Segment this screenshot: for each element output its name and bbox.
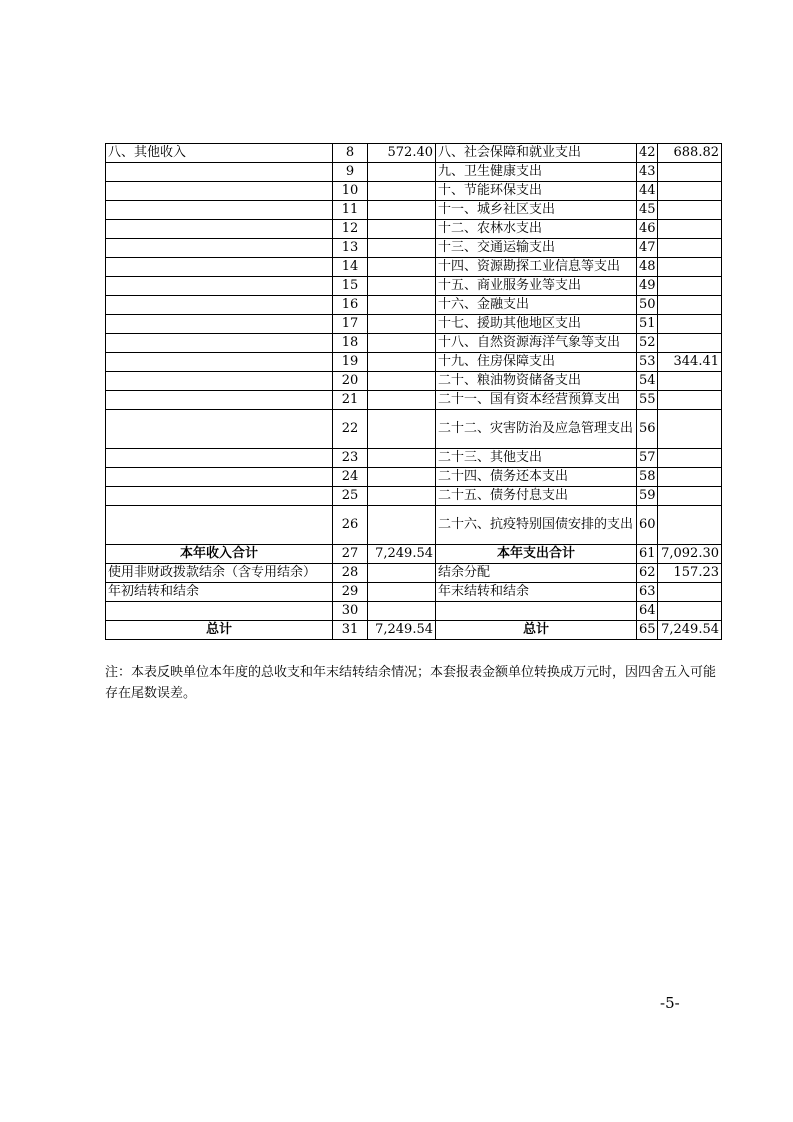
income-amount-cell: 572.40 [368, 144, 436, 163]
table-row [106, 144, 722, 163]
income-amount-cell [368, 391, 436, 410]
income-item-cell [106, 277, 333, 296]
income-amount-cell [368, 163, 436, 182]
income-amount-cell [368, 468, 436, 487]
income-item-cell [106, 468, 333, 487]
expenditure-item-cell: 八、社会保障和就业支出 [436, 144, 637, 163]
table-row [106, 545, 722, 564]
income-line-no-cell: 19 [333, 353, 368, 372]
income-item-cell [106, 506, 333, 545]
income-amount-cell [368, 277, 436, 296]
income-line-no-cell: 26 [333, 506, 368, 545]
income-line-no-cell: 16 [333, 296, 368, 315]
table-row [106, 201, 722, 220]
table-row [106, 163, 722, 182]
income-item-cell [106, 201, 333, 220]
income-line-no-cell: 12 [333, 220, 368, 239]
income-line-no-cell: 20 [333, 372, 368, 391]
expenditure-amount-cell [658, 602, 722, 621]
income-line-no-cell: 17 [333, 315, 368, 334]
expenditure-line-no-cell: 50 [637, 296, 658, 315]
income-amount-cell [368, 315, 436, 334]
income-line-no-cell: 25 [333, 487, 368, 506]
table-row [106, 602, 722, 621]
income-amount-cell [368, 449, 436, 468]
income-line-no-cell: 18 [333, 334, 368, 353]
income-amount-cell [368, 334, 436, 353]
table-body [106, 144, 722, 640]
income-amount-cell [368, 487, 436, 506]
expenditure-amount-cell [658, 277, 722, 296]
expenditure-line-no-cell: 46 [637, 220, 658, 239]
expenditure-line-no-cell: 44 [637, 182, 658, 201]
expenditure-item-cell: 本年支出合计 [436, 545, 637, 564]
table-row [106, 258, 722, 277]
expenditure-line-no-cell: 56 [637, 410, 658, 449]
income-line-no-cell: 9 [333, 163, 368, 182]
expenditure-item-cell: 二十五、债务付息支出 [436, 487, 637, 506]
income-amount-cell [368, 296, 436, 315]
income-amount-cell [368, 410, 436, 449]
income-item-cell: 本年收入合计 [106, 545, 333, 564]
table-row [106, 315, 722, 334]
expenditure-item-cell: 十三、交通运输支出 [436, 239, 637, 258]
expenditure-item-cell: 十八、自然资源海洋气象等支出 [436, 334, 637, 353]
expenditure-item-cell: 结余分配 [436, 564, 637, 583]
expenditure-line-no-cell: 65 [637, 621, 658, 640]
income-item-cell: 使用非财政拨款结余（含专用结余） [106, 564, 333, 583]
income-line-no-cell: 14 [333, 258, 368, 277]
expenditure-item-cell: 十、节能环保支出 [436, 182, 637, 201]
expenditure-amount-cell [658, 182, 722, 201]
expenditure-amount-cell [658, 583, 722, 602]
expenditure-line-no-cell: 43 [637, 163, 658, 182]
expenditure-item-cell: 十九、住房保障支出 [436, 353, 637, 372]
expenditure-line-no-cell: 54 [637, 372, 658, 391]
income-item-cell [106, 182, 333, 201]
expenditure-amount-cell [658, 487, 722, 506]
income-line-no-cell: 10 [333, 182, 368, 201]
expenditure-line-no-cell: 45 [637, 201, 658, 220]
income-line-no-cell: 13 [333, 239, 368, 258]
income-item-cell [106, 372, 333, 391]
expenditure-line-no-cell: 52 [637, 334, 658, 353]
expenditure-line-no-cell: 63 [637, 583, 658, 602]
expenditure-item-cell: 二十三、其他支出 [436, 449, 637, 468]
expenditure-line-no-cell: 61 [637, 545, 658, 564]
expenditure-line-no-cell: 42 [637, 144, 658, 163]
table-note: 注：本表反映单位本年度的总收支和年末结转结余情况；本套报表金额单位转换成万元时，因四舍五入可能存在尾数误差。 [105, 665, 717, 701]
income-line-no-cell: 15 [333, 277, 368, 296]
income-amount-cell [368, 583, 436, 602]
expenditure-item-cell: 十六、金融支出 [436, 296, 637, 315]
table-row [106, 487, 722, 506]
income-item-cell: 总计 [106, 621, 333, 640]
expenditure-item-cell: 二十六、抗疫特别国债安排的支出 [436, 506, 637, 545]
income-amount-cell [368, 239, 436, 258]
expenditure-line-no-cell: 51 [637, 315, 658, 334]
expenditure-line-no-cell: 55 [637, 391, 658, 410]
income-item-cell [106, 449, 333, 468]
expenditure-item-cell: 二十、粮油物资储备支出 [436, 372, 637, 391]
expenditure-amount-cell [658, 296, 722, 315]
expenditure-item-cell [436, 602, 637, 621]
expenditure-amount-cell [658, 239, 722, 258]
expenditure-amount-cell [658, 372, 722, 391]
income-line-no-cell: 8 [333, 144, 368, 163]
table-row [106, 353, 722, 372]
income-amount-cell [368, 506, 436, 545]
income-amount-cell [368, 564, 436, 583]
table-row [106, 182, 722, 201]
expenditure-item-cell: 九、卫生健康支出 [436, 163, 637, 182]
expenditure-amount-cell [658, 163, 722, 182]
income-item-cell [106, 220, 333, 239]
expenditure-item-cell: 十一、城乡社区支出 [436, 201, 637, 220]
income-line-no-cell: 23 [333, 449, 368, 468]
income-line-no-cell: 24 [333, 468, 368, 487]
income-line-no-cell: 22 [333, 410, 368, 449]
expenditure-item-cell: 十四、资源勘探工业信息等支出 [436, 258, 637, 277]
income-amount-cell [368, 182, 436, 201]
expenditure-amount-cell [658, 258, 722, 277]
income-amount-cell [368, 201, 436, 220]
expenditure-line-no-cell: 62 [637, 564, 658, 583]
expenditure-line-no-cell: 48 [637, 258, 658, 277]
income-item-cell [106, 602, 333, 621]
expenditure-amount-cell [658, 220, 722, 239]
income-line-no-cell: 11 [333, 201, 368, 220]
expenditure-amount-cell: 7,092.30 [658, 545, 722, 564]
expenditure-line-no-cell: 59 [637, 487, 658, 506]
income-amount-cell: 7,249.54 [368, 621, 436, 640]
table-row [106, 277, 722, 296]
expenditure-item-cell: 总计 [436, 621, 637, 640]
income-amount-cell [368, 258, 436, 277]
table-row [106, 372, 722, 391]
expenditure-amount-cell [658, 334, 722, 353]
expenditure-amount-cell [658, 449, 722, 468]
expenditure-line-no-cell: 47 [637, 239, 658, 258]
expenditure-line-no-cell: 60 [637, 506, 658, 545]
income-amount-cell [368, 353, 436, 372]
expenditure-amount-cell: 157.23 [658, 564, 722, 583]
income-amount-cell: 7,249.54 [368, 545, 436, 564]
income-item-cell [106, 315, 333, 334]
table-row [106, 239, 722, 258]
income-line-no-cell: 30 [333, 602, 368, 621]
expenditure-amount-cell: 688.82 [658, 144, 722, 163]
income-line-no-cell: 31 [333, 621, 368, 640]
expenditure-item-cell: 十五、商业服务业等支出 [436, 277, 637, 296]
income-item-cell [106, 258, 333, 277]
income-item-cell [106, 391, 333, 410]
expenditure-line-no-cell: 49 [637, 277, 658, 296]
income-item-cell [106, 487, 333, 506]
expenditure-line-no-cell: 58 [637, 468, 658, 487]
table-row [106, 449, 722, 468]
expenditure-amount-cell [658, 315, 722, 334]
income-amount-cell [368, 372, 436, 391]
expenditure-amount-cell: 344.41 [658, 353, 722, 372]
expenditure-item-cell: 年末结转和结余 [436, 583, 637, 602]
expenditure-amount-cell [658, 201, 722, 220]
table-row [106, 334, 722, 353]
table-row [106, 564, 722, 583]
income-item-cell: 年初结转和结余 [106, 583, 333, 602]
income-item-cell [106, 239, 333, 258]
income-item-cell: 八、其他收入 [106, 144, 333, 163]
table-row [106, 621, 722, 640]
income-item-cell [106, 353, 333, 372]
table-row [106, 410, 722, 449]
expenditure-amount-cell: 7,249.54 [658, 621, 722, 640]
expenditure-item-cell: 二十一、国有资本经营预算支出 [436, 391, 637, 410]
income-amount-cell [368, 602, 436, 621]
income-expenditure-table [105, 143, 722, 640]
income-line-no-cell: 27 [333, 545, 368, 564]
income-amount-cell [368, 220, 436, 239]
income-line-no-cell: 21 [333, 391, 368, 410]
expenditure-item-cell: 二十四、债务还本支出 [436, 468, 637, 487]
income-item-cell [106, 334, 333, 353]
table-row [106, 468, 722, 487]
expenditure-line-no-cell: 57 [637, 449, 658, 468]
income-item-cell [106, 163, 333, 182]
expenditure-item-cell: 十二、农林水支出 [436, 220, 637, 239]
table-row [106, 220, 722, 239]
expenditure-line-no-cell: 53 [637, 353, 658, 372]
expenditure-amount-cell [658, 468, 722, 487]
income-item-cell [106, 410, 333, 449]
income-line-no-cell: 28 [333, 564, 368, 583]
table-row [106, 296, 722, 315]
expenditure-item-cell: 二十二、灾害防治及应急管理支出 [436, 410, 637, 449]
expenditure-amount-cell [658, 506, 722, 545]
expenditure-line-no-cell: 64 [637, 602, 658, 621]
expenditure-amount-cell [658, 410, 722, 449]
table-row [106, 506, 722, 545]
table-row [106, 583, 722, 602]
expenditure-item-cell: 十七、援助其他地区支出 [436, 315, 637, 334]
income-item-cell [106, 296, 333, 315]
page-number: -5- [660, 994, 680, 1012]
expenditure-amount-cell [658, 391, 722, 410]
income-line-no-cell: 29 [333, 583, 368, 602]
table-row [106, 391, 722, 410]
